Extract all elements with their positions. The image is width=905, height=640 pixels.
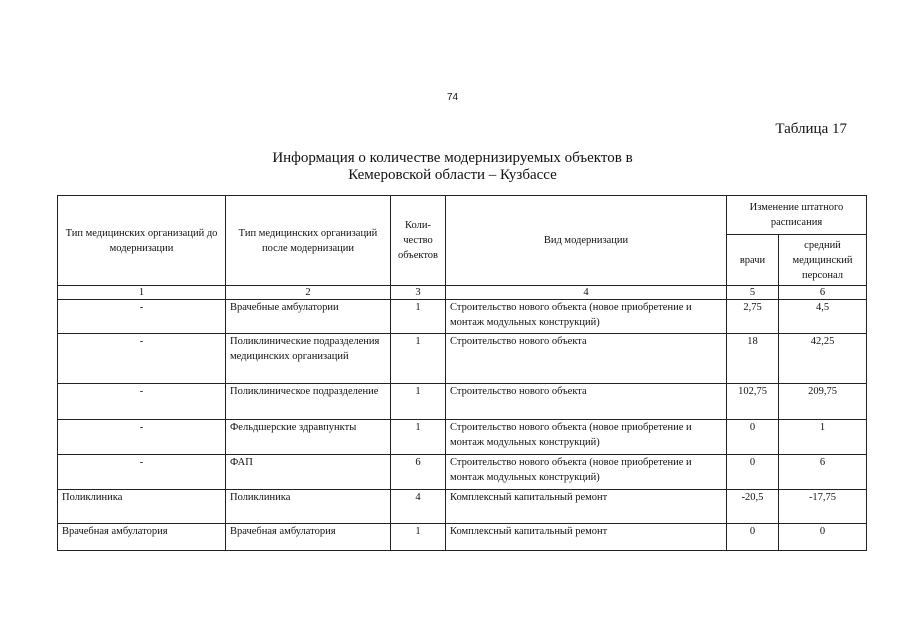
cell-type: Комплексный капитальный ремонт <box>446 524 727 551</box>
cell-doctors: 0 <box>727 420 779 455</box>
cell-count: 1 <box>391 300 446 334</box>
column-number: 6 <box>779 286 867 300</box>
table-row <box>58 334 867 384</box>
column-number: 1 <box>58 286 226 300</box>
cell-nurses: 6 <box>779 455 867 490</box>
table-row <box>58 300 867 334</box>
cell-after: Врачебные амбулатории <box>226 300 391 334</box>
cell-before: - <box>58 334 226 384</box>
cell-nurses: 1 <box>779 420 867 455</box>
column-number: 5 <box>727 286 779 300</box>
modernization-table <box>57 195 867 551</box>
table-row <box>58 490 867 524</box>
column-number: 4 <box>446 286 727 300</box>
table-label: Таблица 17 <box>775 121 847 137</box>
cell-doctors: 18 <box>727 334 779 384</box>
cell-count: 4 <box>391 490 446 524</box>
header-org-before: Тип медицинских организаций до модернизации <box>58 196 226 286</box>
table-row <box>58 384 867 420</box>
cell-after: Фельдшерские здравпункты <box>226 420 391 455</box>
header-doctors: врачи <box>727 235 779 286</box>
column-number: 2 <box>226 286 391 300</box>
cell-before: - <box>58 384 226 420</box>
cell-type: Строительство нового объекта <box>446 384 727 420</box>
header-modernization-type: Вид модернизации <box>446 196 727 286</box>
cell-type: Строительство нового объекта (новое приобретение и монтаж модульных конструкций) <box>446 420 727 455</box>
cell-type: Строительство нового объекта <box>446 334 727 384</box>
cell-after: ФАП <box>226 455 391 490</box>
header-count: Коли-чество объектов <box>391 196 446 286</box>
cell-before: - <box>58 420 226 455</box>
table-row <box>58 420 867 455</box>
cell-type: Строительство нового объекта (новое приобретение и монтаж модульных конструкций) <box>446 300 727 334</box>
cell-after: Врачебная амбулатория <box>226 524 391 551</box>
cell-count: 6 <box>391 455 446 490</box>
cell-before: - <box>58 455 226 490</box>
cell-type: Комплексный капитальный ремонт <box>446 490 727 524</box>
title-line-2: Кемеровской области – Кузбассе <box>348 167 557 183</box>
header-nurses: средний медицинский персонал <box>779 235 867 286</box>
cell-doctors: 102,75 <box>727 384 779 420</box>
cell-doctors: -20,5 <box>727 490 779 524</box>
title-line-1: Информация о количестве модернизируемых объектов в <box>272 150 633 166</box>
cell-before: Врачебная амбулатория <box>58 524 226 551</box>
cell-after: Поликлиника <box>226 490 391 524</box>
cell-after: Поликлинические подразделения медицинских организаций <box>226 334 391 384</box>
document-title <box>0 150 905 184</box>
column-number: 3 <box>391 286 446 300</box>
cell-type: Строительство нового объекта (новое приобретение и монтаж модульных конструкций) <box>446 455 727 490</box>
cell-nurses: 209,75 <box>779 384 867 420</box>
header-staff-change: Изменение штатного расписания <box>727 196 867 235</box>
cell-count: 1 <box>391 334 446 384</box>
table-row <box>58 524 867 551</box>
cell-count: 1 <box>391 384 446 420</box>
header-org-after: Тип медицинских организаций после модернизации <box>226 196 391 286</box>
cell-doctors: 0 <box>727 455 779 490</box>
cell-doctors: 0 <box>727 524 779 551</box>
cell-nurses: 0 <box>779 524 867 551</box>
cell-nurses: 42,25 <box>779 334 867 384</box>
page-number: 74 <box>446 92 459 103</box>
column-number-row <box>58 286 867 300</box>
table-row <box>58 455 867 490</box>
cell-before: - <box>58 300 226 334</box>
cell-doctors: 2,75 <box>727 300 779 334</box>
cell-count: 1 <box>391 524 446 551</box>
cell-before: Поликлиника <box>58 490 226 524</box>
cell-nurses: -17,75 <box>779 490 867 524</box>
cell-count: 1 <box>391 420 446 455</box>
cell-after: Поликлиническое подразделение <box>226 384 391 420</box>
cell-nurses: 4,5 <box>779 300 867 334</box>
